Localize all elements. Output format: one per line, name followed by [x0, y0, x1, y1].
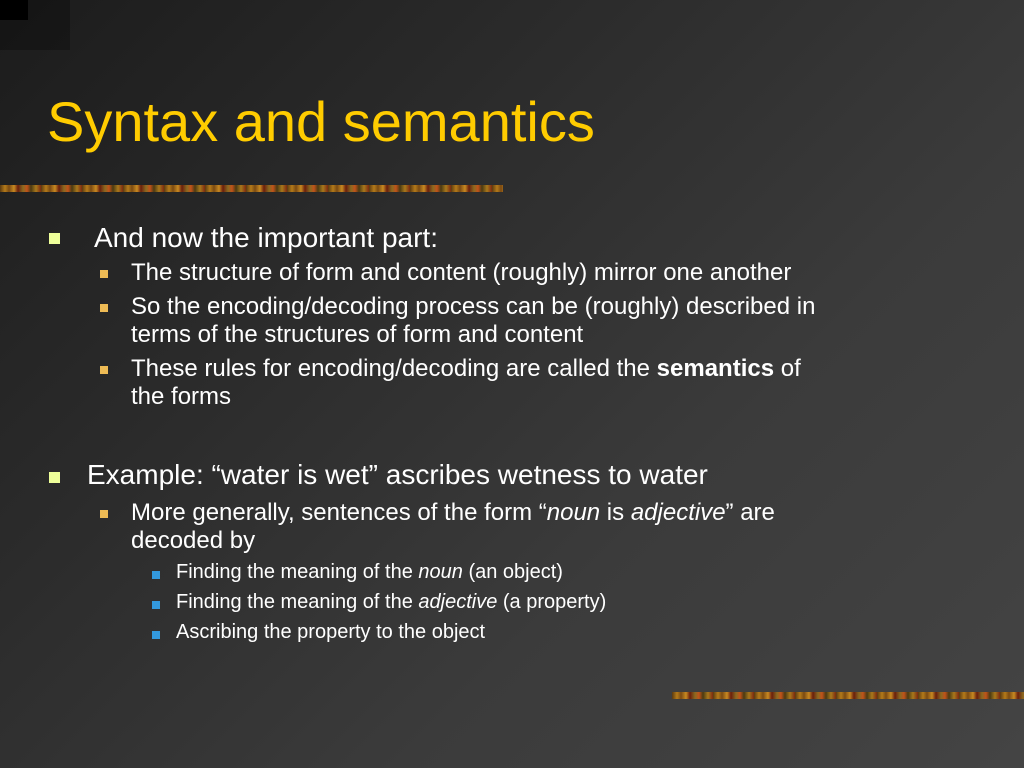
sub-sub-bullet-text: Ascribing the property to the object [176, 621, 486, 643]
italic-term: adjective [418, 591, 498, 613]
sub-bullet-text-continued: the forms [131, 383, 232, 410]
text-run: Finding the meaning of the [176, 561, 419, 583]
text-run: ” are [725, 499, 775, 526]
sub-sub-bullet-text [176, 561, 563, 584]
sub-bullet-square-icon [100, 510, 108, 518]
bullet-text: And now the important part: [94, 222, 438, 253]
sub-bullet-square-icon [100, 270, 108, 278]
bullet-square-icon [49, 233, 60, 244]
sub-bullet-text [131, 355, 801, 383]
sub-bullet-square-icon [100, 304, 108, 312]
sub-bullet-text-continued: terms of the structures of form and content [131, 321, 584, 348]
sub-bullet-text-continued: decoded by [131, 527, 256, 554]
sub-sub-bullet-square-icon [152, 601, 160, 609]
sub-bullet-text [131, 499, 775, 527]
text-run: (a property) [497, 591, 607, 613]
italic-term: noun [546, 499, 601, 526]
bullet-square-icon [49, 472, 60, 483]
sub-bullet-square-icon [100, 366, 108, 374]
text-run: of [774, 355, 801, 382]
text-run: is [600, 499, 631, 526]
italic-term: noun [418, 561, 463, 583]
text-run: These rules for encoding/decoding are called the [131, 355, 657, 382]
italic-term: adjective [630, 499, 726, 526]
sub-sub-bullet-text [176, 591, 606, 614]
emphasized-term: semantics [656, 355, 775, 382]
text-run: Finding the meaning of the [176, 591, 419, 613]
slide-title: Syntax and semantics [47, 90, 595, 153]
sub-bullet-text: So the encoding/decoding process can be (roughly) described in [131, 293, 816, 320]
sub-sub-bullet-square-icon [152, 631, 160, 639]
sub-bullet-text: The structure of form and content (roughly) mirror one another [131, 259, 792, 286]
text-run: More generally, sentences of the form “ [131, 499, 547, 526]
sub-sub-bullet-square-icon [152, 571, 160, 579]
text-run: (an object) [462, 561, 563, 583]
bullet-text: Example: “water is wet” ascribes wetness to water [87, 459, 708, 490]
